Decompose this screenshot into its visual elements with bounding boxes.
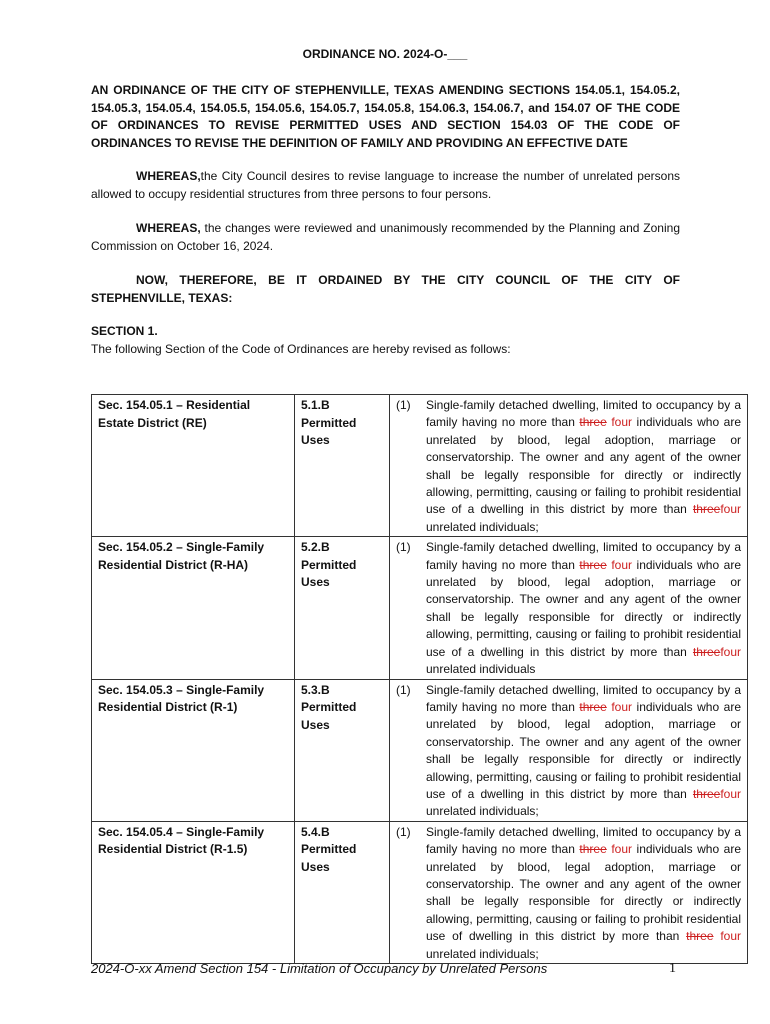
text-after: unrelated individuals;: [426, 804, 539, 819]
section-cell: Sec. 154.05.1 – Residential Estate District (RE): [92, 395, 295, 537]
deleted-text: three: [692, 644, 721, 659]
item-description: [426, 682, 741, 821]
whereas-paragraph-1: [91, 168, 680, 203]
inserted-text: four: [606, 842, 632, 857]
text-cell: [390, 821, 748, 963]
item-number: (1): [396, 398, 411, 412]
text-before: Single-family detached dwelling, limited to occupancy by a family having no more than: [426, 398, 741, 430]
ordinance-table: [91, 394, 748, 964]
section-title: SECTION 1.: [91, 324, 158, 338]
whereas-lead: WHEREAS,: [136, 169, 201, 183]
inserted-text: four: [606, 557, 632, 572]
inserted-text: four: [606, 699, 632, 714]
text-after: unrelated individuals;: [426, 946, 539, 961]
deleted-text: three: [686, 929, 714, 944]
text-cell: [390, 537, 748, 679]
deleted-text: three: [692, 502, 721, 517]
inserted-text: four: [606, 415, 632, 430]
text-middle: individuals who are unrelated by blood, legal adoption, marriage or conservatorship. The owner and any agent of the owner shall be legally responsible for directly or indirectly allowing, permitting, causing or failing to prohibit residential use of dwelling in this district by more than: [426, 842, 741, 944]
text-cell: [390, 679, 748, 821]
deleted-text: three: [692, 786, 721, 801]
whereas-text: the changes were reviewed and unanimously recommended by the Planning and Zoning Commission on October 16, 2024.: [91, 221, 680, 253]
table-row: [92, 537, 748, 679]
inserted-text: four: [720, 502, 741, 517]
item-number: (1): [396, 824, 411, 839]
now-therefore-text: NOW, THEREFORE, BE IT ORDAINED BY THE CITY COUNCIL OF THE CITY OF STEPHENVILLE, TEXAS:: [91, 273, 680, 305]
text-before: Single-family detached dwelling, limited to occupancy by a family having no more than: [426, 682, 741, 714]
item-description: [426, 397, 741, 536]
page-footer: 2024-O-xx Amend Section 154 - Limitation of Occupancy by Unrelated Persons: [91, 961, 548, 976]
inserted-text: four: [720, 644, 741, 659]
inserted-text: four: [720, 786, 741, 801]
whereas-paragraph-2: [91, 220, 680, 255]
ordinance-title: ORDINANCE NO. 2024-O-___: [302, 47, 468, 61]
whereas-lead: WHEREAS,: [136, 221, 201, 235]
deleted-text: three: [579, 842, 607, 857]
table-row: [92, 679, 748, 821]
text-middle: individuals who are unrelated by blood, legal adoption, marriage or conservatorship. The owner and any agent of the owner shall be legally responsible for directly or indirectly allowing, permitting, causing or failing to prohibit residential use of a dwelling in this district by more than: [426, 699, 741, 801]
text-middle: individuals who are unrelated by blood, legal adoption, marriage or conservatorship. The owner and any agent of the owner shall be legally responsible for directly or indirectly allowing, permitting, causing or failing to prohibit residential use of a dwelling in this district by more than: [426, 557, 741, 659]
table-row: [92, 395, 748, 537]
text-after: unrelated individuals;: [426, 519, 539, 534]
ordinance-heading: AN ORDINANCE OF THE CITY OF STEPHENVILLE, TEXAS AMENDING SECTIONS 154.05.1, 154.05.2, 154.05.3, 154.05.4, 154.05.5, 154.05.6, 154.05.7, 154.05.8, 154.06.3, 154.06.7, and 154.07 OF THE CODE OF ORDINANCES TO REVISE PERMITTED USES AND SECTION 154.03 OF THE CODE OF ORDINANCES TO REVISE THE DEFINITION OF FAMILY AND PROVIDING AN EFFECTIVE DATE: [91, 83, 680, 150]
inserted-text: four: [713, 929, 741, 944]
deleted-text: three: [579, 699, 607, 714]
code-cell: 5.1.B Permitted Uses: [295, 395, 390, 537]
text-before: Single-family detached dwelling, limited to occupancy by a family having no more than: [426, 824, 741, 857]
section-cell: Sec. 154.05.3 – Single-Family Residential District (R-1): [92, 679, 295, 821]
item-number: (1): [396, 682, 411, 697]
text-before: Single-family detached dwelling, limited to occupancy by a family having no more than: [426, 540, 741, 572]
text-middle: individuals who are unrelated by blood, legal adoption, marriage or conservatorship. The owner and any agent of the owner shall be legally responsible for directly or indirectly allowing, permitting, causing or failing to prohibit residential use of a dwelling in this district by more than: [426, 415, 741, 517]
code-cell: 5.4.B Permitted Uses: [295, 821, 390, 963]
table-row: [92, 821, 748, 963]
code-cell: 5.2.B Permitted Uses: [295, 537, 390, 679]
code-cell: 5.3.B Permitted Uses: [295, 679, 390, 821]
text-cell: [390, 395, 748, 537]
now-therefore-paragraph: [91, 272, 680, 307]
text-after: unrelated individuals: [426, 662, 536, 677]
item-description: [426, 539, 741, 678]
item-number: (1): [396, 540, 411, 555]
section-intro: The following Section of the Code of Ordinances are hereby revised as follows:: [91, 342, 511, 356]
section-cell: Sec. 154.05.4 – Single-Family Residential District (R-1.5): [92, 821, 295, 963]
whereas-text: the City Council desires to revise language to increase the number of unrelated persons allowed to occupy residential structures from three persons to four persons.: [91, 169, 680, 201]
page-number: 1: [669, 961, 676, 976]
deleted-text: three: [579, 557, 607, 572]
deleted-text: three: [579, 415, 607, 430]
section-cell: Sec. 154.05.2 – Single-Family Residential District (R-HA): [92, 537, 295, 679]
item-description: [426, 824, 741, 963]
